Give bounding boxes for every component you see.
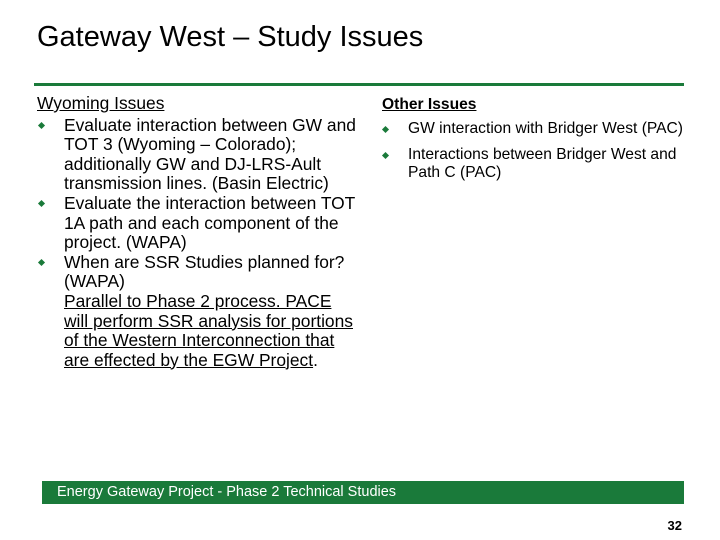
wyoming-issues-heading: Wyoming Issues bbox=[37, 93, 165, 113]
diamond-bullet-icon bbox=[38, 122, 45, 129]
ssr-answer-note bbox=[37, 292, 357, 370]
footer-banner: Energy Gateway Project - Phase 2 Technical Studies bbox=[42, 481, 684, 504]
list-item-text: Evaluate interaction between GW and TOT 3 (Wyoming – Colorado); additionally GW and DJ-LRS-Ault transmission lines. (Basin Electric) bbox=[64, 114, 356, 194]
page-number: 32 bbox=[667, 518, 682, 533]
wyoming-issues-list bbox=[37, 116, 357, 292]
list-item bbox=[382, 120, 692, 138]
ssr-answer-text: Parallel to Phase 2 process. PACE will perform SSR analysis for portions of the Western Interconnection that are effected by the EGW Project bbox=[64, 290, 353, 370]
diamond-bullet-icon bbox=[38, 200, 45, 207]
diamond-bullet-icon bbox=[382, 126, 389, 133]
list-item bbox=[37, 116, 357, 194]
slide-title: Gateway West – Study Issues bbox=[37, 21, 424, 53]
list-item-text: When are SSR Studies planned for? (WAPA) bbox=[64, 251, 345, 292]
list-item-text: Interactions between Bridger West and Path C (PAC) bbox=[408, 145, 677, 182]
list-item-text: Evaluate the interaction between TOT 1A path and each component of the project. (WAPA) bbox=[64, 192, 355, 253]
diamond-bullet-icon bbox=[382, 152, 389, 159]
ssr-answer-period: . bbox=[313, 349, 318, 370]
other-issues-list bbox=[382, 120, 692, 182]
wyoming-issues-column bbox=[37, 94, 357, 370]
diamond-bullet-icon bbox=[38, 259, 45, 266]
other-issues-column bbox=[382, 96, 692, 190]
list-item bbox=[382, 146, 692, 183]
title-divider bbox=[34, 83, 684, 86]
list-item bbox=[37, 253, 357, 292]
list-item bbox=[37, 194, 357, 253]
list-item-text: GW interaction with Bridger West (PAC) bbox=[408, 120, 683, 138]
other-issues-heading: Other Issues bbox=[382, 96, 477, 113]
